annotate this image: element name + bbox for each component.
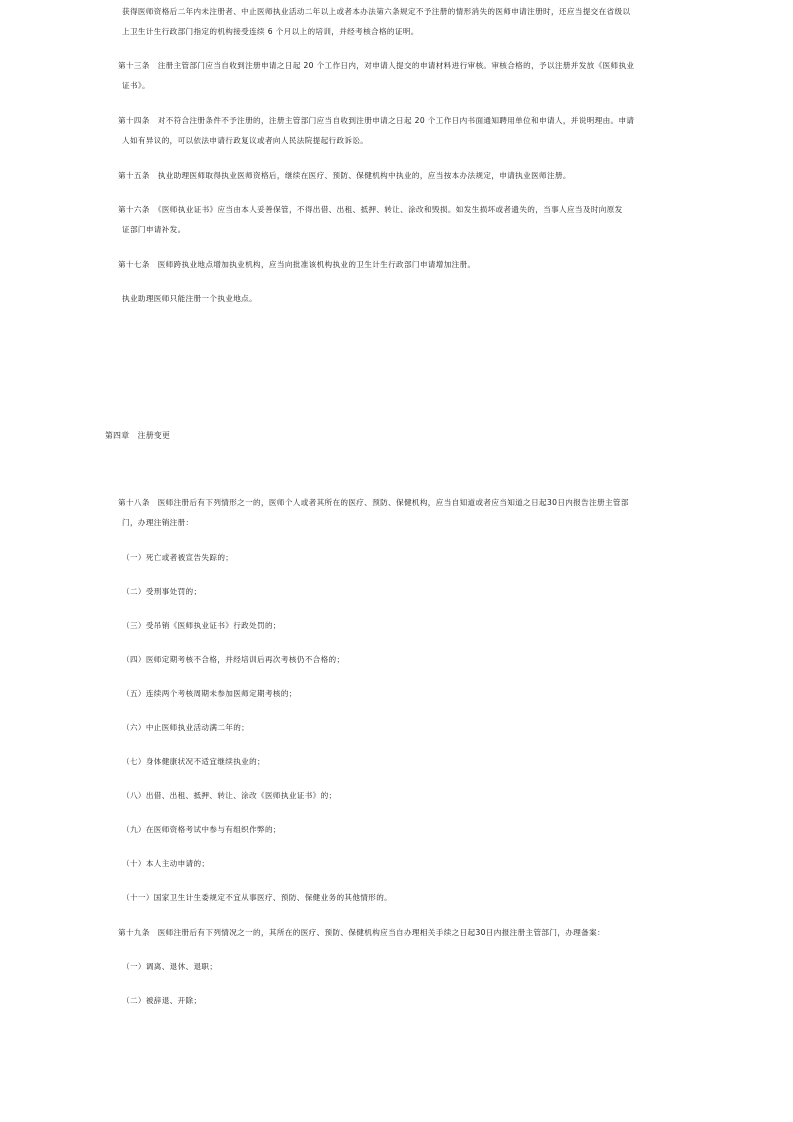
text-line: 证部门申请补发。 [122,225,186,234]
text-line: 门，办理注销注册： [122,518,194,527]
article-16-line: 第十六条 《医师执业证书》应当由本人妥善保管，不得出借、出租、抵押、转让、涂改和毁损。如发生损坏或者遗失的，当事人应当及时向原发 [118,205,623,214]
list-item: （十）本人主动申请的； [122,859,210,868]
text-line: 执业助理医师只能注册一个执业地点。 [122,294,258,303]
text-line: 获得医师资格后二年内未注册者、中止医师执业活动二年以上或者本办法第六条规定不予注册的情形消失的医师申请注册时，还应当提交在省级以 [122,7,631,16]
article-18-line: 第十八条 医师注册后有下列情形之一的，医师个人或者其所在的医疗、预防、保健机构，应当自知道或者应当知道之日起30日内报告注册主管部 [118,498,629,507]
list-item: （九）在医师资格考试中参与有组织作弊的； [122,825,281,834]
text-line: 人如有异议的，可以依法申请行政复议或者向人民法院提起行政诉讼。 [122,136,369,145]
list-item: （五）连续两个考核周期未参加医师定期考核的； [122,689,297,698]
list-item: （八）出借、出租、抵押、转让、涂改《医师执业证书》的； [122,791,337,800]
article-19-line: 第十九条 医师注册后有下列情况之一的，其所在的医疗、预防、保健机构应当自办理相关手续之日起30日内报注册主管部门，办理备案： [118,928,605,937]
list-item: （一）调离、退休、退职； [122,962,218,971]
list-item: （三）受吊销《医师执业证书》行政处罚的； [122,621,281,630]
list-item: （一）死亡或者被宣告失踪的； [122,553,234,562]
article-14-line: 第十四条 对不符合注册条件不予注册的，注册主管部门应当自收到注册申请之日起 20 个工作日内书面通知聘用单位和申请人，并说明理由。申请 [118,116,635,125]
article-13-line: 第十三条 注册主管部门应当自收到注册申请之日起 20 个工作日内，对申请人提交的申请材料进行审核。审核合格的，予以注册并发放《医师执业 [118,61,635,70]
list-item: （七）身体健康状况不适宜继续执业的； [122,757,265,766]
list-item: （四）医师定期考核不合格，并经培训后再次考核仍不合格的； [122,655,345,664]
chapter-heading: 第四章 注册变更 [105,431,171,440]
article-15-line: 第十五条 执业助理医师取得执业医师资格后，继续在医疗、预防、保健机构中执业的，应当按本办法规定，申请执业医师注册。 [118,171,571,180]
article-17-line: 第十七条 医师跨执业地点增加执业机构，应当向批准该机构执业的卫生计生行政部门申请增加注册。 [118,260,476,269]
text-line: 上卫生计生行政部门指定的机构接受连续 6 个月以上的培训，并经考核合格的证明。 [122,27,419,36]
list-item: （二）受刑事处罚的； [122,587,202,596]
text-line: 证书》。 [122,81,150,90]
list-item: （六）中止医师执业活动满二年的； [122,723,250,732]
list-item: （十一）国家卫生计生委规定不宜从事医疗、预防、保健业务的其他情形的。 [122,893,393,902]
list-item: （二）被辞退、开除； [122,996,202,1005]
